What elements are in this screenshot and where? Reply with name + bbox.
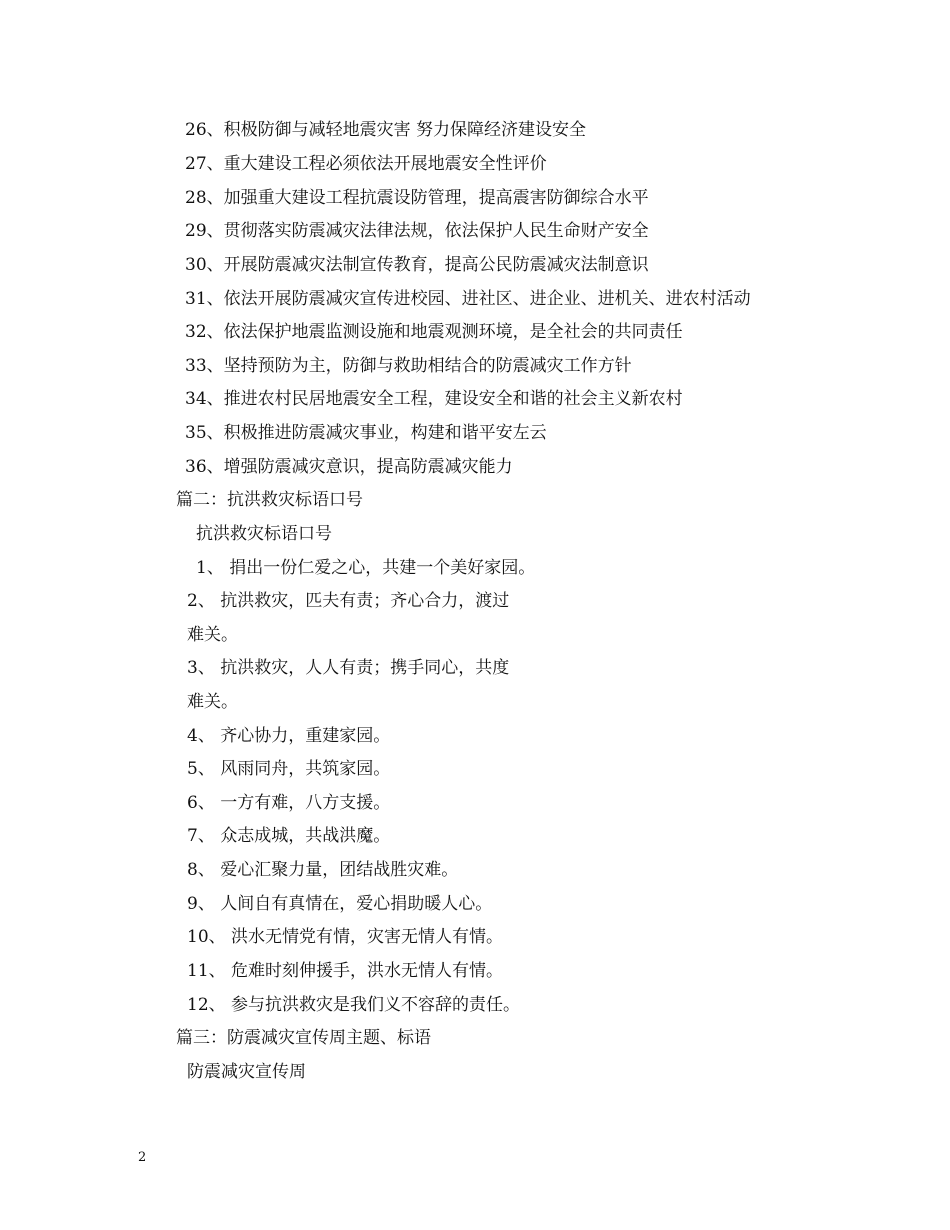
slogan-item-33: 33、坚持预防为主，防御与救助相结合的防震减灾工作方针: [185, 356, 632, 376]
flood-slogan-6: 6、 一方有难，八方支援。: [187, 793, 391, 813]
slogan-item-26: 26、积极防御与减轻地震灾害 努力保障经济建设安全: [185, 120, 587, 140]
flood-slogan-4: 4、 齐心协力，重建家园。: [187, 726, 391, 746]
page-number: 2: [138, 1150, 147, 1165]
flood-slogan-2: 2、 抗洪救灾，匹夫有责；齐心合力，渡过: [187, 591, 510, 611]
flood-slogan-2-continued: 难关。: [187, 625, 238, 645]
flood-slogan-12: 12、 参与抗洪救灾是我们义不容辞的责任。: [187, 995, 521, 1015]
flood-slogan-9: 9、 人间自有真情在，爱心捐助暖人心。: [187, 894, 493, 914]
section-subtitle: 防震减灾宣传周: [187, 1062, 306, 1082]
flood-slogan-11: 11、 危难时刻伸援手，洪水无情人有情。: [187, 961, 504, 981]
slogan-item-30: 30、开展防震减灾法制宣传教育，提高公民防震减灾法制意识: [185, 255, 649, 275]
slogan-item-28: 28、加强重大建设工程抗震设防管理，提高震害防御综合水平: [185, 188, 649, 208]
flood-slogan-10: 10、 洪水无情党有情，灾害无情人有情。: [187, 927, 504, 947]
flood-slogan-1: 1、 捐出一份仁爱之心，共建一个美好家园。: [196, 558, 536, 578]
flood-slogan-5: 5、 风雨同舟，共筑家园。: [187, 759, 391, 779]
section-subtitle: 抗洪救灾标语口号: [196, 524, 332, 544]
slogan-item-31: 31、依法开展防震减灾宣传进校园、进社区、进企业、进机关、进农村活动: [185, 289, 751, 309]
slogan-item-27: 27、重大建设工程必须依法开展地震安全性评价: [185, 154, 547, 174]
slogan-item-34: 34、推进农村民居地震安全工程，建设安全和谐的社会主义新农村: [185, 389, 683, 409]
flood-slogan-3: 3、 抗洪救灾，人人有责；携手同心，共度: [187, 658, 510, 678]
flood-slogan-3-continued: 难关。: [187, 692, 238, 712]
flood-slogan-8: 8、 爱心汇聚力量，团结战胜灾难。: [187, 860, 459, 880]
section-heading: 篇二：抗洪救灾标语口号: [176, 490, 363, 510]
flood-slogan-7: 7、 众志成城，共战洪魔。: [187, 826, 391, 846]
slogan-item-36: 36、增强防震减灾意识，提高防震减灾能力: [185, 457, 513, 477]
slogan-item-35: 35、积极推进防震减灾事业，构建和谐平安左云: [185, 423, 547, 443]
slogan-item-29: 29、贯彻落实防震减灾法律法规，依法保护人民生命财产安全: [185, 221, 649, 241]
slogan-item-32: 32、依法保护地震监测设施和地震观测环境，是全社会的共同责任: [185, 322, 683, 342]
section-heading: 篇三：防震减灾宣传周主题、标语: [176, 1028, 431, 1048]
